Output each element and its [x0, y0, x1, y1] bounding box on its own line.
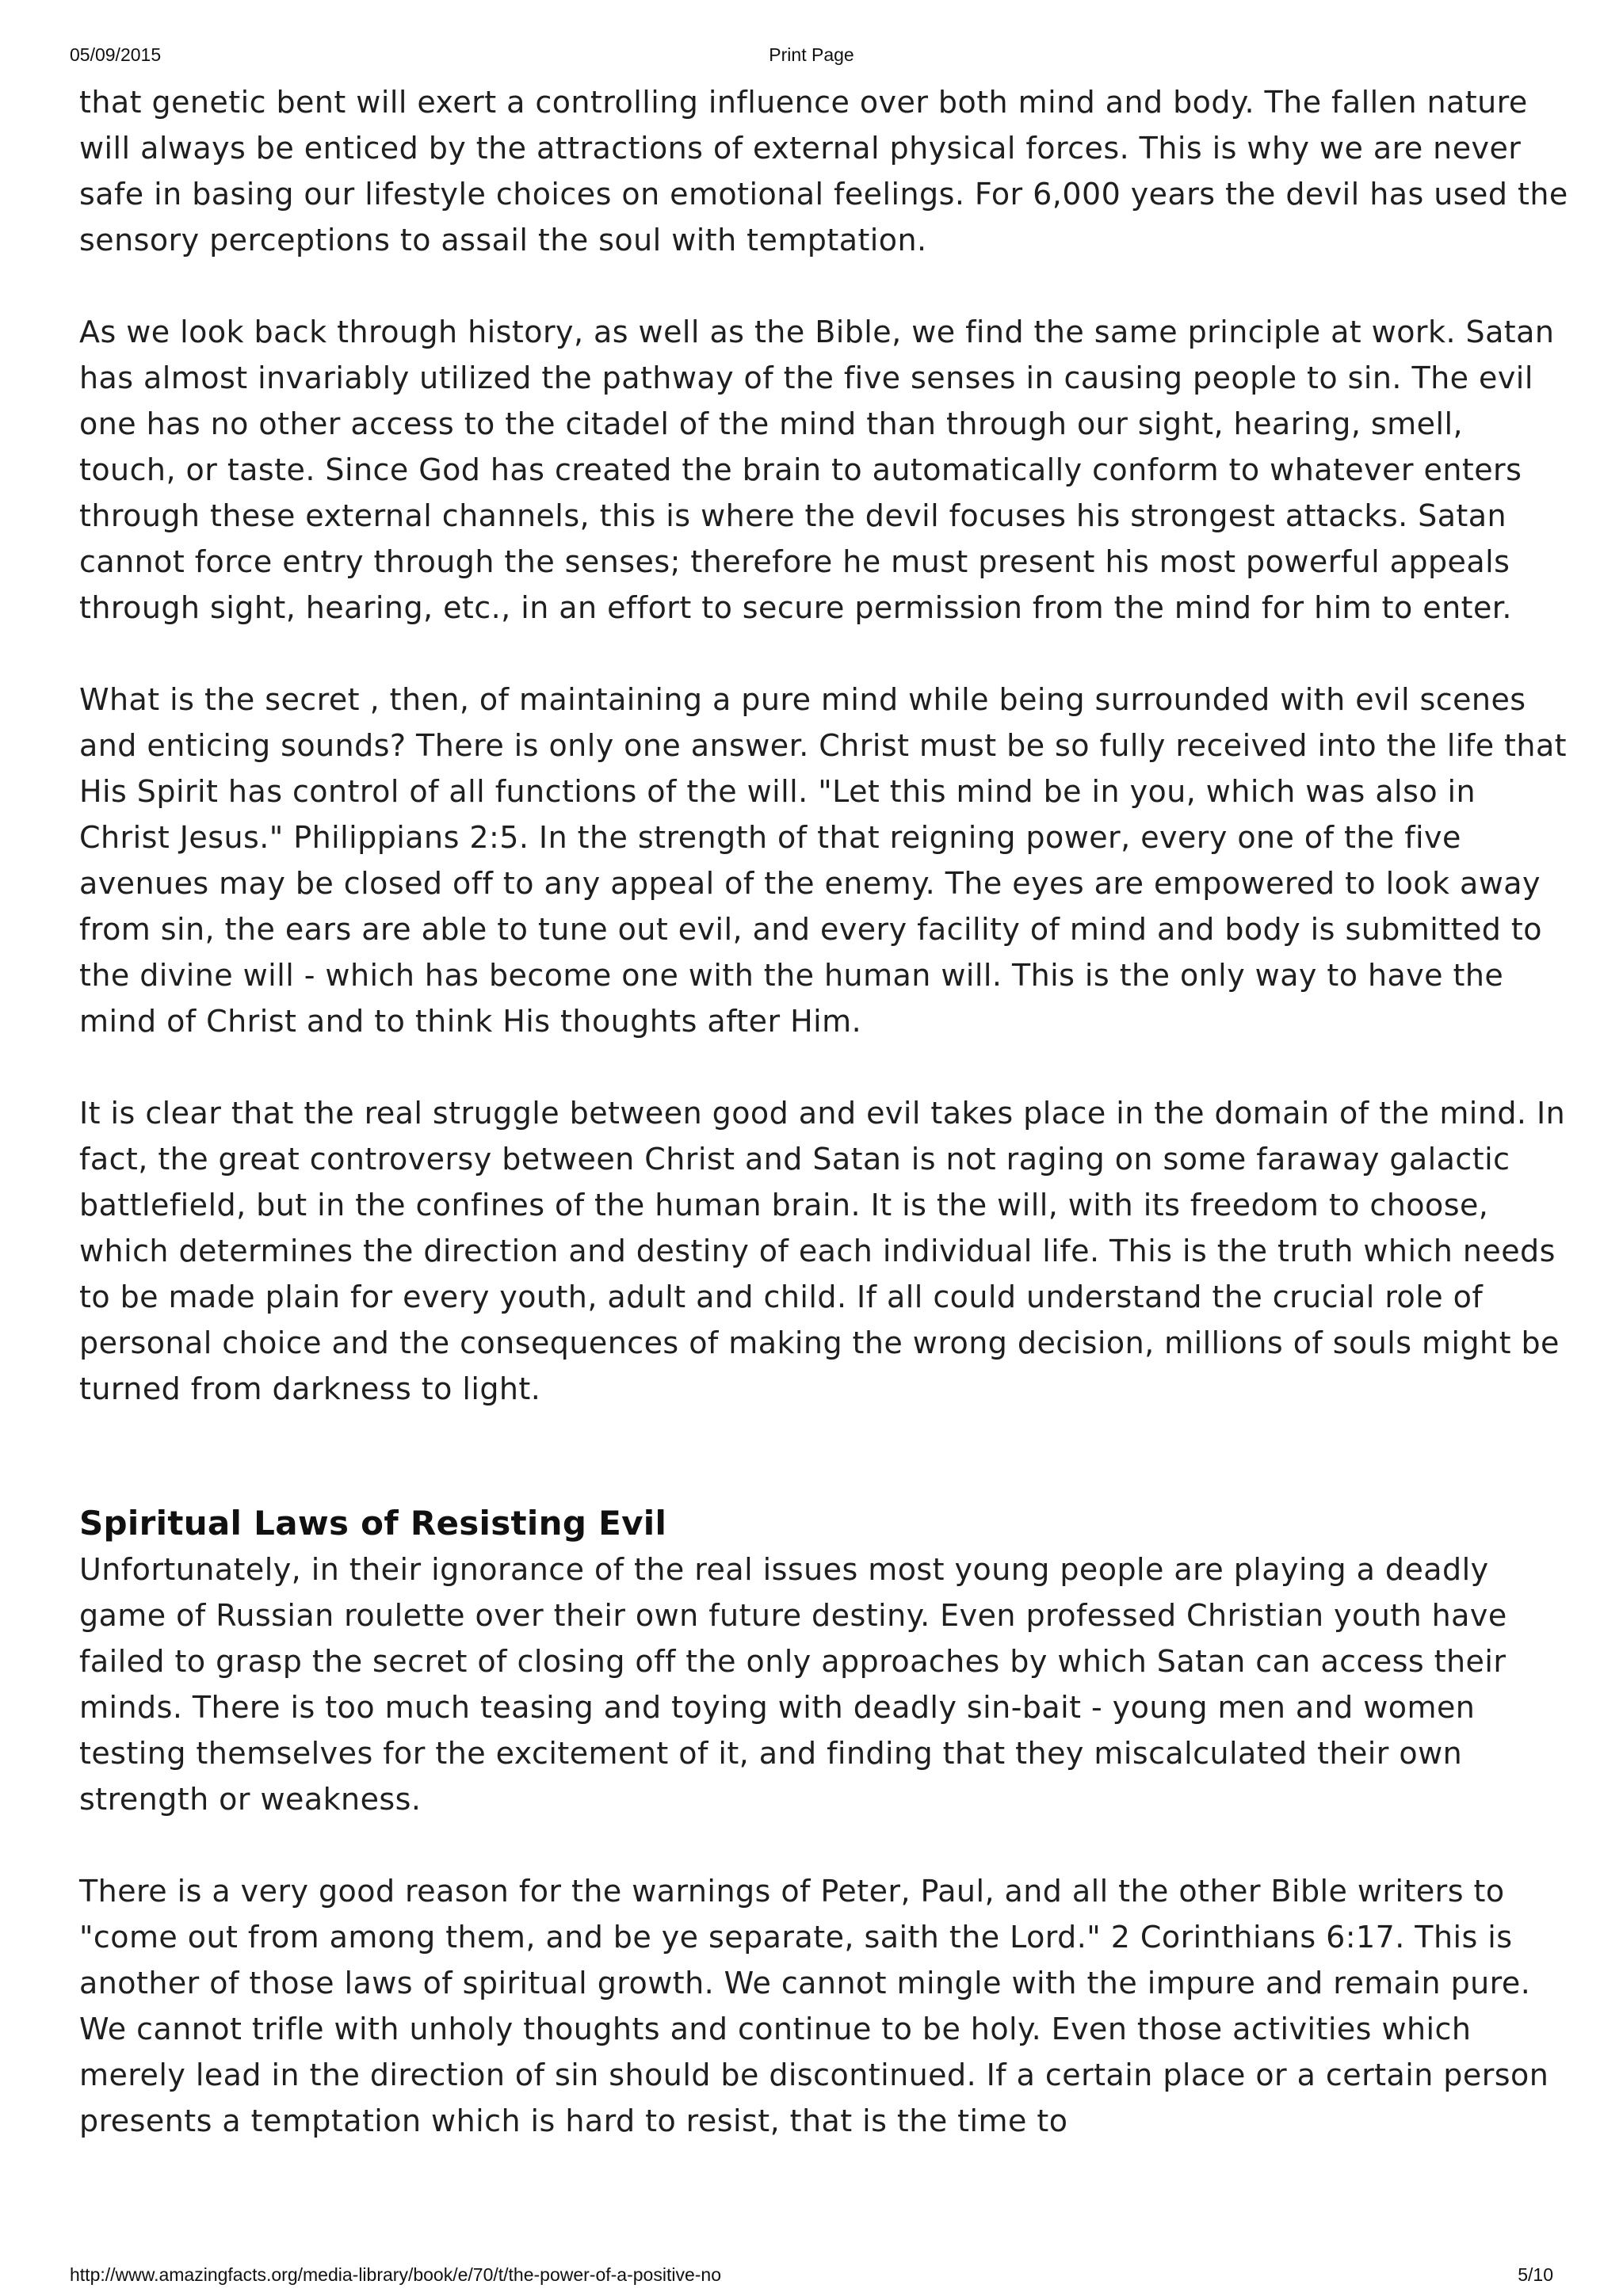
print-date: 05/09/2015: [70, 44, 162, 65]
paragraph: Unfortunately, in their ignorance of the real issues most young people are playing a deadly game of Russian roulette over their own future destiny. Even professed Christian youth have failed to grasp the secret of closing off the only approaches by which Satan can access their minds. There is too much teasing and toying with deadly sin-bait - young men and women testing themselves for the excitement of it, and finding that they miscalculated their own strength or weakness.: [79, 1552, 1507, 1817]
print-footer: [70, 2264, 1553, 2288]
section-heading: Spiritual Laws of Resisting Evil: [79, 1504, 667, 1543]
paragraph: As we look back through history, as well as the Bible, we find the same principle at work. Satan has almost invariably utilized the pathway of the five senses in causing people to sin. The evil one has no other access to the citadel of the mind than through our sight, hearing, smell, touch, or taste. Since God has created the brain to automatically conform to whatever enters through these external channels, this is where the devil focuses his strongest attacks. Satan cannot force entry through the senses; therefore he must present his most powerful appeals through sight, hearing, etc., in an effort to secure permission from the mind for him to enter.: [79, 315, 1555, 625]
print-header: [70, 44, 1553, 68]
paragraph: that genetic bent will exert a controlling influence over both mind and body. The fallen nature will always be enticed by the attractions of external physical forces. This is why we are never safe in basing our lifestyle choices on emotional feelings. For 6,000 years the devil has used the sensory perceptions to assail the soul with temptation.: [79, 85, 1568, 257]
paragraph: There is a very good reason for the warnings of Peter, Paul, and all the other Bible writers to "come out from among them, and be ye separate, saith the Lord." 2 Corinthians 6:17. This is another of those laws of spiritual growth. We cannot mingle with the impure and remain pure. We cannot trifle with unholy thoughts and continue to be holy. Even those activities which merely lead in the direction of sin should be discontinued. If a certain place or a certain person presents a temptation which is hard to resist, that is the time to: [79, 1874, 1549, 2138]
print-page-title: Print Page: [769, 44, 854, 65]
source-url: http://www.amazingfacts.org/media-library/book/e/70/t/the-power-of-a-positive-no: [70, 2264, 721, 2285]
article-body: [79, 79, 1569, 2190]
page-number: 5/10: [1518, 2264, 1553, 2285]
paragraph: What is the secret , then, of maintaining a pure mind while being surrounded with evil scenes and enticing sounds? There is only one answer. Christ must be so fully received into the life that His Spirit has control of all functions of the will. "Let this mind be in you, which was also in Christ Jesus." Philippians 2:5. In the strength of that reigning power, every one of the five avenues may be closed off to any appeal of the enemy. The eyes are empowered to look away from sin, the ears are able to tune out evil, and every facility of mind and body is submitted to the divine will - which has become one with the human will. This is the only way to have the mind of Christ and to think His thoughts after Him.: [79, 682, 1568, 1039]
paragraph: It is clear that the real struggle between good and evil takes place in the domain of the mind. In fact, the great controversy between Christ and Satan is not raging on some faraway galactic battlefield, but in the confines of the human brain. It is the will, with its freedom to choose, which determines the direction and destiny of each individual life. This is the truth which needs to be made plain for every youth, adult and child. If all could understand the crucial role of personal choice and the consequences of making the wrong decision, millions of souls might be turned from darkness to light.: [79, 1096, 1566, 1406]
